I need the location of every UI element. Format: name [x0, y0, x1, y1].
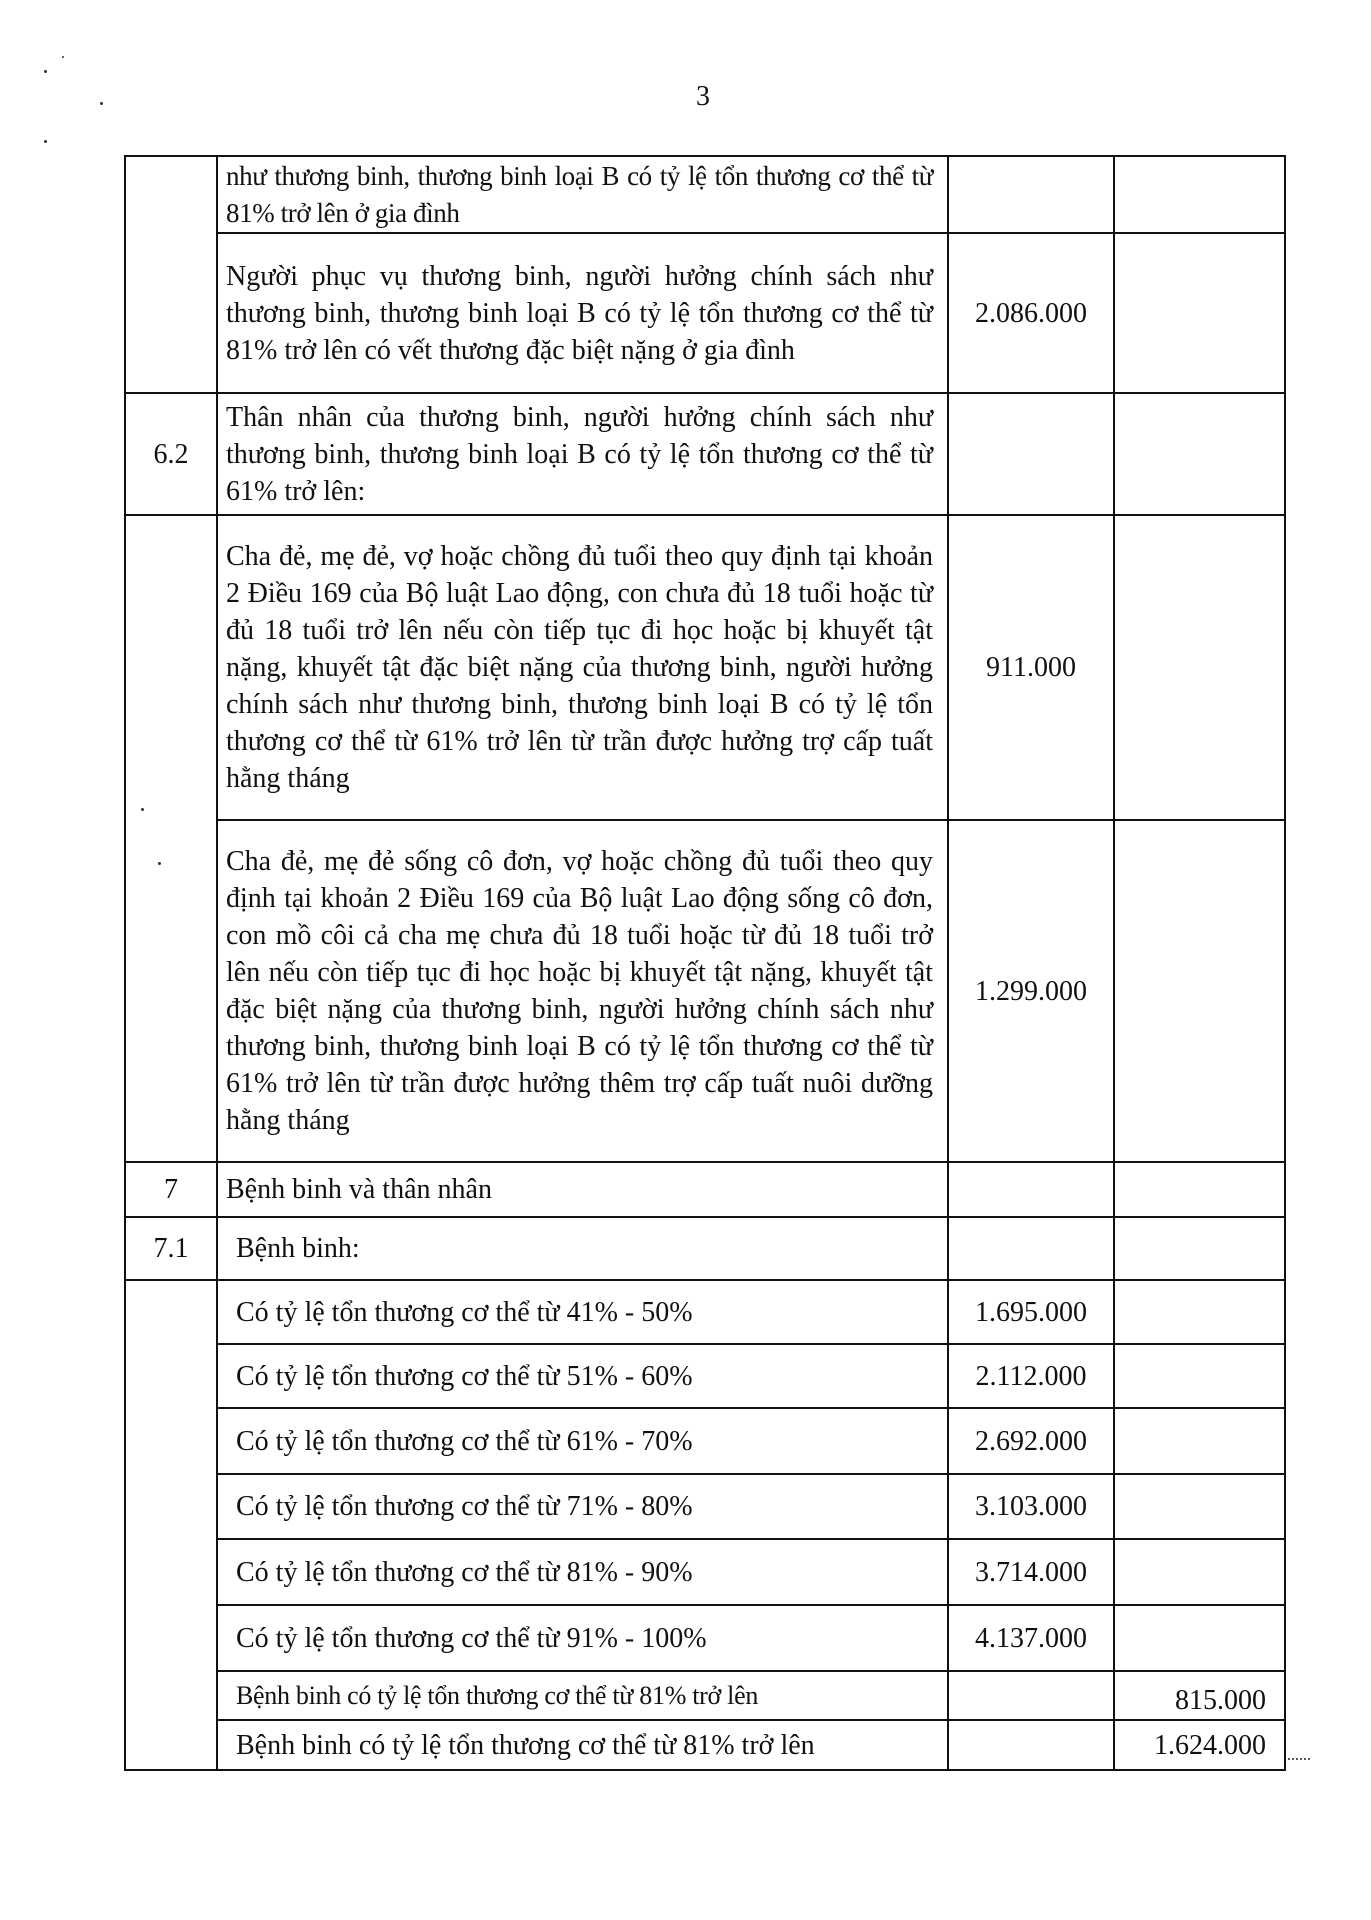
content-cell: Người phục vụ thương binh, người hưởng chính sách như thương binh, thương binh loại B có tỷ lệ tổn thương cơ thể từ 81% trở lên có vết thương đặc biệt nặng ở gia đình [217, 233, 948, 393]
amount-cell-2 [1114, 233, 1285, 393]
amount-cell-2 [1114, 1539, 1285, 1605]
amount-cell-2 [1114, 1162, 1285, 1217]
amount-cell-2 [1114, 156, 1285, 233]
amount-cell-2 [1114, 820, 1285, 1162]
amount-cell-1: 3.714.000 [948, 1539, 1114, 1605]
table-row [125, 515, 1285, 820]
amount-cell-2 [1114, 1408, 1285, 1474]
amount-cell-2 [1114, 1344, 1285, 1408]
content-cell: Có tỷ lệ tổn thương cơ thể từ 51% - 60% [217, 1344, 948, 1408]
table-row [125, 1605, 1285, 1671]
amount-cell-1: 2.086.000 [948, 233, 1114, 393]
table-row [125, 1280, 1285, 1344]
amount-cell-2 [1114, 1280, 1285, 1344]
content-cell: Cha đẻ, mẹ đẻ, vợ hoặc chồng đủ tuổi theo quy định tại khoản 2 Điều 169 của Bộ luật Lao động, con chưa đủ 18 tuổi hoặc từ đủ 18 tuổi trở lên nếu còn tiếp tục đi học hoặc bị khuyết tật nặng, khuyết tật đặc biệt nặng của thương binh, người hưởng chính sách như thương binh, thương binh loại B có tỷ lệ tổn thương cơ thể từ 61% trở lên từ trần được hưởng trợ cấp tuất hằng tháng [217, 515, 948, 820]
stt-cell: 7 [125, 1162, 217, 1217]
content-cell: như thương binh, thương binh loại B có tỷ lệ tổn thương cơ thể từ 81% trở lên ở gia đình [217, 156, 948, 233]
table-row [125, 1720, 1285, 1770]
scan-speck [100, 102, 103, 105]
amount-cell-2 [1114, 393, 1285, 515]
amount-cell-1: 4.137.000 [948, 1605, 1114, 1671]
stt-cell [125, 515, 217, 1162]
amount-cell-2: 815.000 [1114, 1671, 1285, 1720]
stt-cell [125, 156, 217, 393]
allowance-table [124, 155, 1286, 1771]
content-cell: Bệnh binh và thân nhân [217, 1162, 948, 1217]
amount-cell-1 [948, 1162, 1114, 1217]
amount-cell-1: 2.112.000 [948, 1344, 1114, 1408]
stt-cell: 6.2 [125, 393, 217, 515]
content-cell: Bệnh binh có tỷ lệ tổn thương cơ thể từ 81% trở lên [217, 1720, 948, 1770]
content-cell: Thân nhân của thương binh, người hưởng chính sách như thương binh, thương binh loại B có tỷ lệ tổn thương cơ thể từ 61% trở lên: [217, 393, 948, 515]
amount-cell-1: 3.103.000 [948, 1474, 1114, 1539]
content-cell: Bệnh binh: [217, 1217, 948, 1280]
table-row [125, 1474, 1285, 1539]
amount-cell-1: 911.000 [948, 515, 1114, 820]
amount-cell-2 [1114, 1474, 1285, 1539]
table-row [125, 1671, 1285, 1720]
table-row [125, 156, 1285, 233]
content-cell: Có tỷ lệ tổn thương cơ thể từ 91% - 100% [217, 1605, 948, 1671]
content-cell: Bệnh binh có tỷ lệ tổn thương cơ thể từ 81% trở lên [217, 1671, 948, 1720]
amount-cell-1 [948, 156, 1114, 233]
content-cell: Có tỷ lệ tổn thương cơ thể từ 81% - 90% [217, 1539, 948, 1605]
table-row [125, 1408, 1285, 1474]
scan-speck [62, 56, 64, 58]
amount-cell-1: 1.695.000 [948, 1280, 1114, 1344]
scan-speck [44, 140, 47, 143]
amount-cell-1 [948, 1671, 1114, 1720]
stt-cell [125, 1280, 217, 1770]
table-row [125, 393, 1285, 515]
scan-mark [1288, 1758, 1310, 1760]
scan-speck [44, 70, 47, 73]
content-cell: Có tỷ lệ tổn thương cơ thể từ 71% - 80% [217, 1474, 948, 1539]
amount-cell-1 [948, 1720, 1114, 1770]
content-cell: Có tỷ lệ tổn thương cơ thể từ 61% - 70% [217, 1408, 948, 1474]
table-row [125, 1217, 1285, 1280]
amount-cell-1: 1.299.000 [948, 820, 1114, 1162]
stt-cell: 7.1 [125, 1217, 217, 1280]
table-row [125, 233, 1285, 393]
content-cell: Có tỷ lệ tổn thương cơ thể từ 41% - 50% [217, 1280, 948, 1344]
amount-cell-2 [1114, 1605, 1285, 1671]
table-row [125, 1162, 1285, 1217]
content-cell: Cha đẻ, mẹ đẻ sống cô đơn, vợ hoặc chồng đủ tuổi theo quy định tại khoản 2 Điều 169 của Bộ luật Lao động sống cô đơn, con mồ côi cả cha mẹ chưa đủ 18 tuổi hoặc từ đủ 18 tuổi trở lên nếu còn tiếp tục đi học hoặc bị khuyết tật nặng, khuyết tật đặc biệt nặng của thương binh, người hưởng chính sách như thương binh, thương binh loại B có tỷ lệ tổn thương cơ thể từ 61% trở lên từ trần được hưởng thêm trợ cấp tuất nuôi dưỡng hằng tháng [217, 820, 948, 1162]
table-row [125, 1539, 1285, 1605]
amount-cell-2 [1114, 515, 1285, 820]
amount-cell-1 [948, 393, 1114, 515]
table-row [125, 1344, 1285, 1408]
table-row [125, 820, 1285, 1162]
amount-cell-1: 2.692.000 [948, 1408, 1114, 1474]
page-number: 3 [696, 81, 710, 112]
amount-cell-2 [1114, 1217, 1285, 1280]
amount-cell-2: 1.624.000 [1114, 1720, 1285, 1770]
amount-cell-1 [948, 1217, 1114, 1280]
